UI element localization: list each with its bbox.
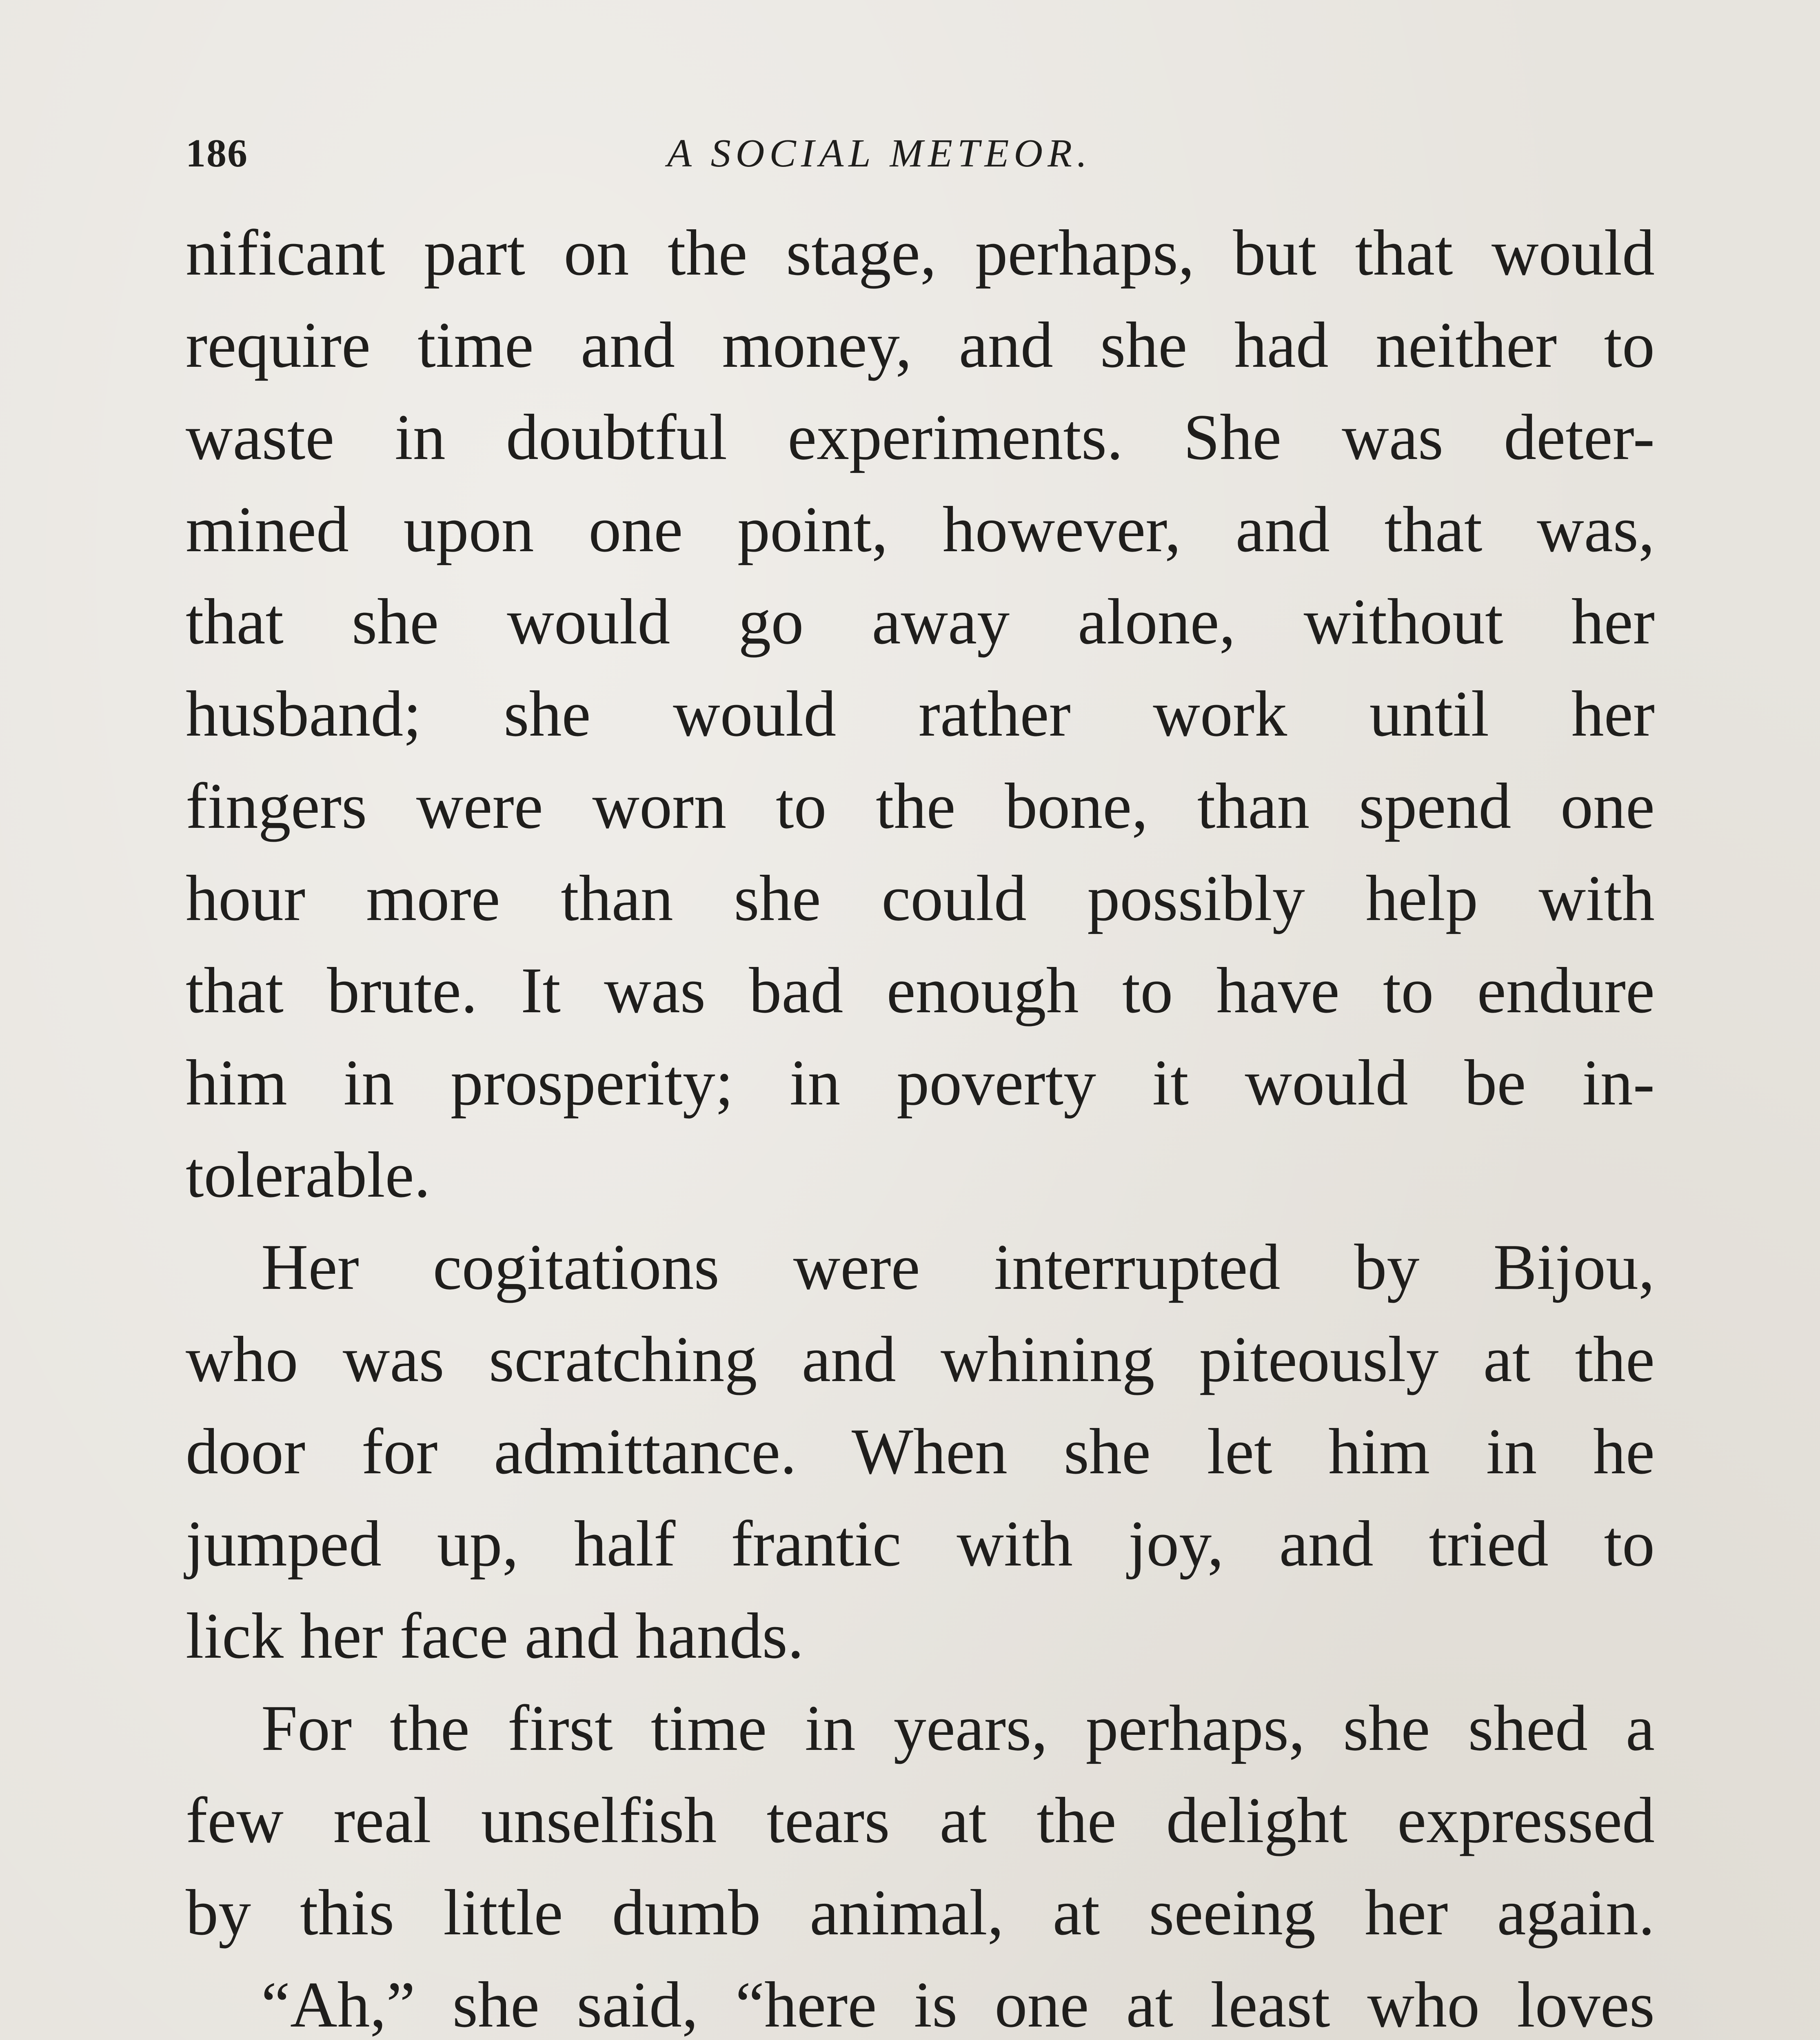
- text-line: “Ah,” she said, “here is one at least who loves: [261, 1968, 1655, 2040]
- text-line: Her cogitations were interrupted by Bijou,: [261, 1231, 1655, 1303]
- text-line: mined upon one point, however, and that was,: [186, 493, 1655, 565]
- text-line: require time and money, and she had neither to: [186, 308, 1655, 381]
- text-line: husband; she would rather work until her: [186, 677, 1655, 750]
- text-line: nificant part on the stage, perhaps, but that would: [186, 216, 1655, 289]
- text-line: fingers were worn to the bone, than spend one: [186, 769, 1655, 842]
- text-line: few real unselfish tears at the delight expressed: [186, 1784, 1655, 1856]
- text-line: hour more than she could possibly help with: [186, 862, 1655, 934]
- text-line: by this little dumb animal, at seeing her again.: [186, 1876, 1655, 1949]
- text-line: that brute. It was bad enough to have to endure: [186, 954, 1655, 1027]
- text-line: jumped up, half frantic with joy, and tried to: [186, 1507, 1655, 1580]
- text-line: him in prosperity; in poverty it would be in-: [186, 1046, 1655, 1119]
- text-line: For the first time in years, perhaps, she shed a: [261, 1692, 1655, 1764]
- text-line: waste in doubtful experiments. She was deter-: [186, 401, 1655, 473]
- page-number: 186: [186, 131, 248, 175]
- running-head: [186, 122, 1655, 188]
- text-line: who was scratching and whining piteously at the: [186, 1323, 1655, 1395]
- text-line: tolerable.: [186, 1138, 431, 1211]
- body-text: [186, 206, 1655, 2040]
- text-line: lick her face and hands.: [186, 1599, 804, 1672]
- running-title: A SOCIAL METEOR.: [667, 131, 1092, 175]
- text-line: door for admittance. When she let him in he: [186, 1415, 1655, 1488]
- text-line: that she would go away alone, without her: [186, 585, 1655, 658]
